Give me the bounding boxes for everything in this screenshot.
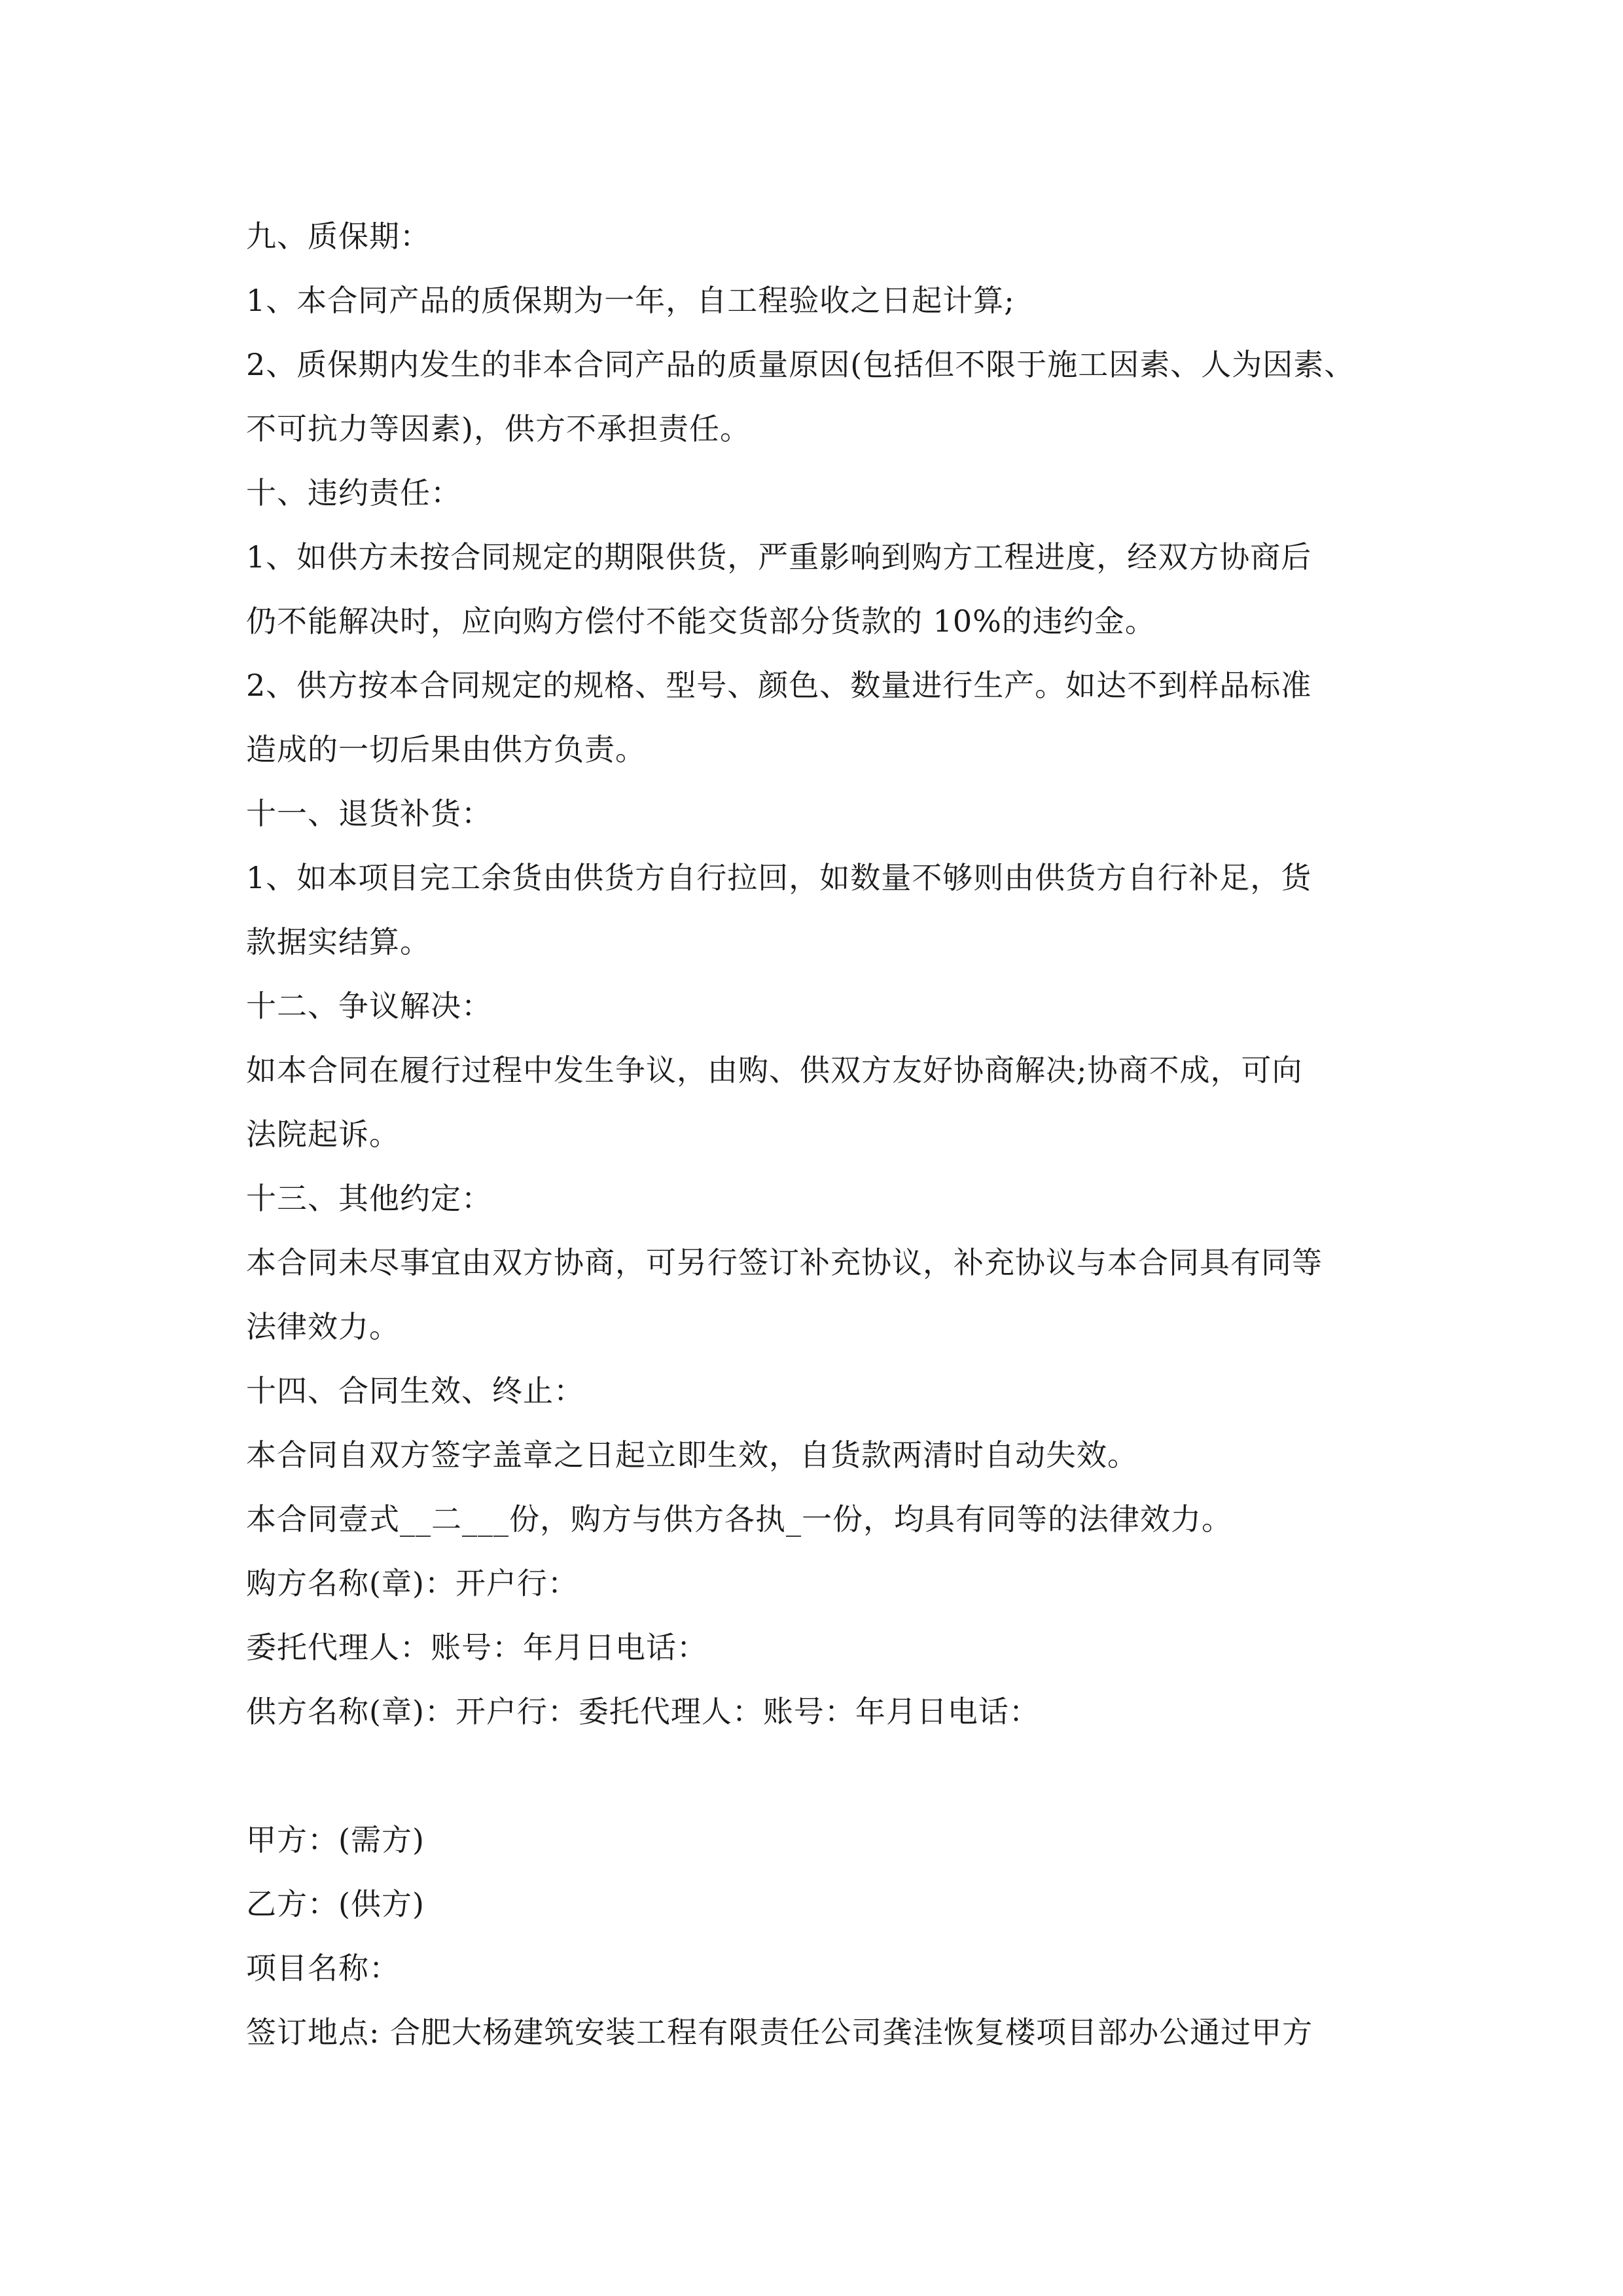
paragraph-line: 本合同自双方签字盖章之日起立即生效，自货款两清时自动失效。 [246,1437,1138,1473]
section-heading-breach: 十、违约责任： [246,475,461,511]
paragraph-line: 本合同壹式__二___份，购方与供方各执_一份，均具有同等的法律效力。 [246,1501,1232,1537]
paragraph-line: 造成的一切后果由供方负责。 [246,732,646,767]
signature-line-agent: 委托代理人：账号：年月日电话： [246,1630,707,1665]
paragraph-line: 法院起诉。 [246,1117,400,1152]
signature-line-buyer: 购方名称(章)：开户行： [246,1566,579,1601]
document-body [246,204,1385,2064]
paragraph-line: 不可抗力等因素)，供方不承担责任。 [246,411,751,446]
section-heading-warranty: 九、质保期： [246,219,431,254]
project-name-line: 项目名称： [246,1950,400,1986]
paragraph-line: 法律效力。 [246,1309,400,1344]
paragraph-line: 2、供方按本合同规定的规格、型号、颜色、数量进行生产。如达不到样品标准 [246,668,1312,703]
paragraph-line: 1、如供方未按合同规定的期限供货，严重影响到购方工程进度，经双方协商后 [246,539,1312,575]
paragraph-line: 1、如本项目完工余货由供货方自行拉回，如数量不够则由供货方自行补足，货 [246,860,1312,895]
section-heading-returns: 十一、退货补货： [246,796,492,831]
paragraph-line: 如本合同在履行过程中发生争议，由购、供双方友好协商解决;协商不成，可向 [246,1052,1303,1088]
paragraph-line: 仍不能解决时，应向购方偿付不能交货部分货款的 10%的违约金。 [246,603,1156,639]
party-b-line: 乙方：(供方) [246,1886,425,1922]
section-heading-other: 十三、其他约定： [246,1181,492,1216]
signature-line-supplier: 供方名称(章)：开户行：委托代理人：账号：年月日电话： [246,1694,1040,1729]
section-heading-disputes: 十二、争议解决： [246,988,492,1024]
paragraph-line: 款据实结算。 [246,924,431,960]
party-a-line: 甲方：(需方) [246,1822,425,1857]
signing-location-line: 签订地点: 合肥大杨建筑安装工程有限责任公司龚洼恢复楼项目部办公通过甲方 [246,2015,1313,2050]
paragraph-line: 2、质保期内发生的非本合同产品的质量原因(包括但不限于施工因素、人为因素、 [246,347,1355,382]
paragraph-line: 1、本合同产品的质保期为一年，自工程验收之日起计算; [246,283,1015,318]
blank-spacer [246,1744,1385,1808]
section-heading-effective: 十四、合同生效、终止： [246,1373,584,1408]
paragraph-line: 本合同未尽事宜由双方协商，可另行签订补充协议，补充协议与本合同具有同等 [246,1245,1323,1280]
